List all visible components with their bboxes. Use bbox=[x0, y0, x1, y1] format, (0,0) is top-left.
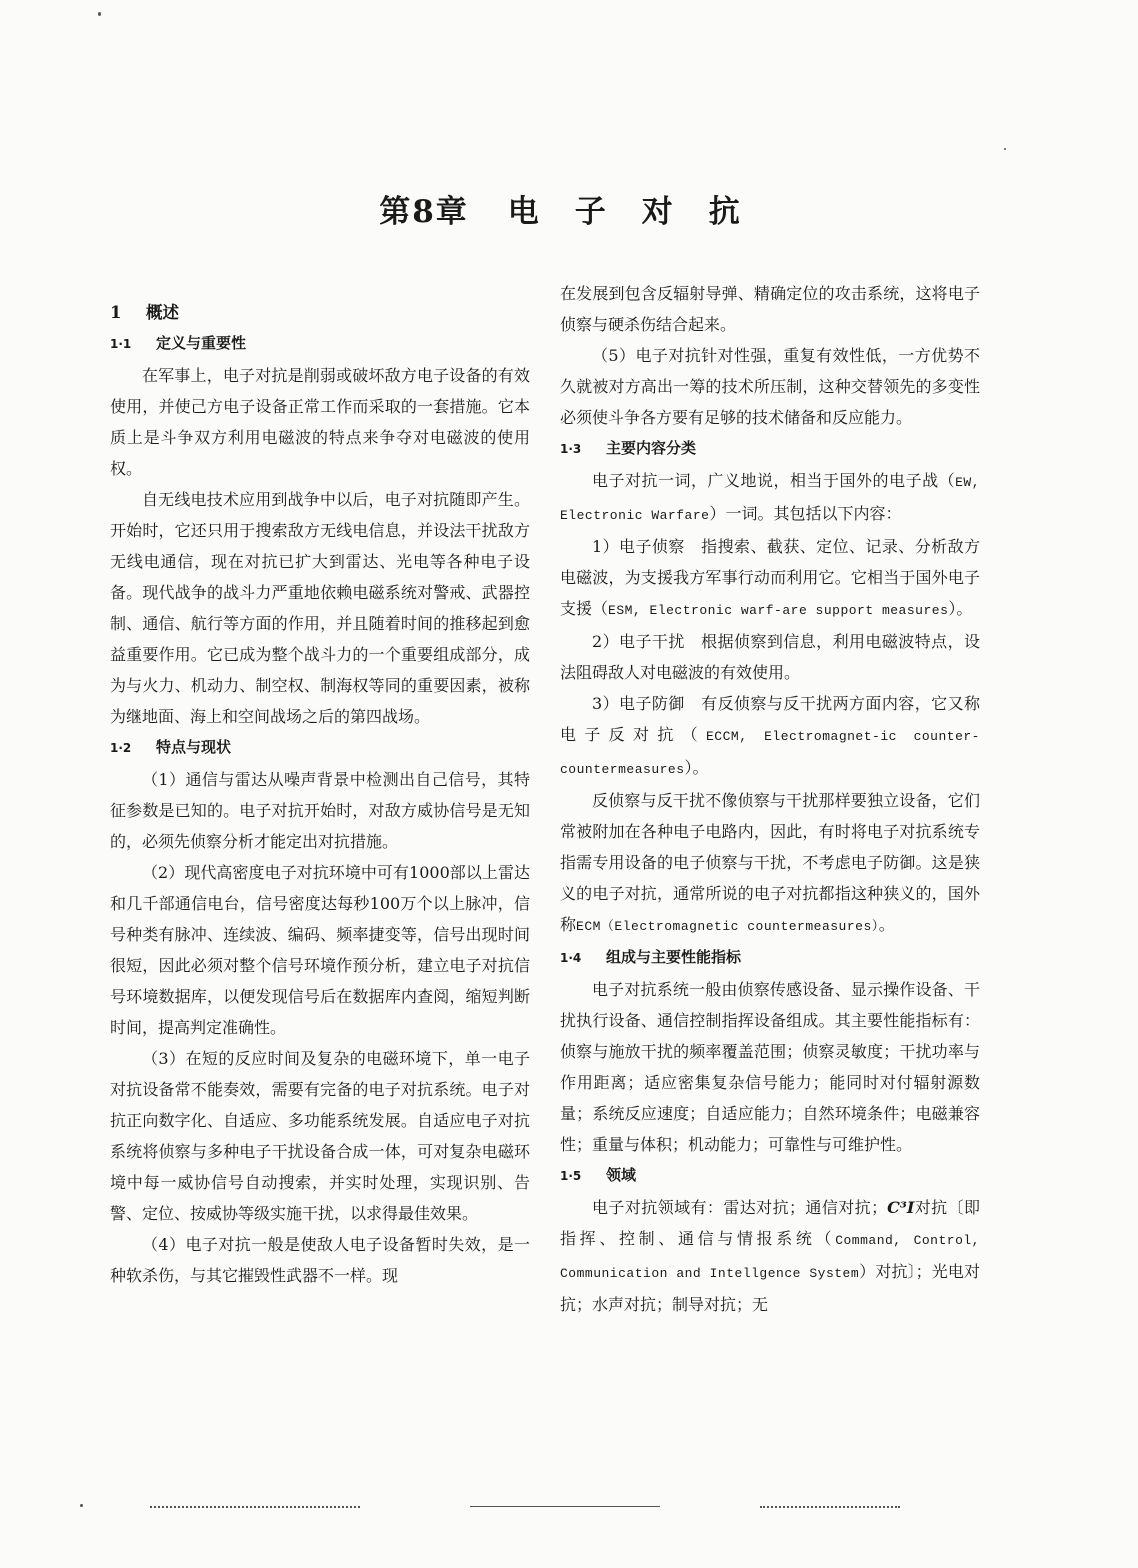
latin-term: Command, Control, Communication and Intellgence System bbox=[560, 1233, 980, 1281]
subsection-heading: 1·3 主要内容分类 bbox=[560, 439, 697, 457]
latin-term: EW, Electronic Warfare bbox=[560, 475, 980, 523]
paragraph: 电子对抗领域有：雷达对抗；通信对抗；C³I对抗〔即指挥、控制、通信与情报系统（Command, Control, Communication and Intellgence System）对抗〕；光电对抗；水声对抗；制导对抗；无 bbox=[560, 1198, 980, 1314]
paragraph: 自无线电技术应用到战争中以后，电子对抗随即产生。开始时，它还只用于搜索敌方无线电信息，并设法干扰敌方无线电通信，现在对抗已扩大到雷达、光电等各种电子设备。现代战争的战斗力严重地依赖电磁系统对警戒、武器控制、通信、航行等方面的作用，并且随着时间的推移起到愈益重要作用。它已成为整个战斗力的一个重要组成部分，成为与火力、机动力、制空权、制海权等同的重要因素，被称为继地面、海上和空间战场之后的第四战场。 bbox=[110, 490, 530, 726]
chapter-title-char: 对 bbox=[641, 194, 675, 230]
paragraph: 2）电子干扰 根据侦察到信息，利用电磁波特点，设法阻碍敌人对电磁波的有效使用。 bbox=[560, 632, 980, 682]
paragraph: 反侦察与反干扰不像侦察与干扰那样要独立设备，它们常被附加在各种电子电路内，因此，有时将电子对抗系统专指需专用设备的电子侦察与干扰，不考虑电子防御。这是狭义的电子对抗，通常所说的电子对抗都指这种狭义的，国外称ECM（Electromagnetic countermeasures）。 bbox=[560, 791, 980, 934]
subsection-heading: 1·4 组成与主要性能指标 bbox=[560, 948, 742, 966]
paragraph: （2）现代高密度电子对抗环境中可有1000部以上雷达和几千部通信电台，信号密度达每秒100万个以上脉冲，信号种类有脉冲、连续波、编码、频率捷变等，信号出现时间很短，因此必须对整个信号环境作预分析，建立电子对抗信号环境数据库，以便发现信号后在数据库内查阅，缩短判断时间，提高判定准确性。 bbox=[110, 863, 530, 1037]
chapter-title-char: 电 bbox=[507, 194, 541, 230]
subsection-heading: 1·5 领域 bbox=[560, 1166, 637, 1184]
chapter-number: 第8章 bbox=[379, 194, 469, 230]
paragraph: （1）通信与雷达从噪声背景中检测出自己信号，其特征参数是已知的。电子对抗开始时，对敌方威协信号是无知的，必须先侦察分析才能定出对抗措施。 bbox=[110, 770, 530, 851]
paragraph: 在军事上，电子对抗是削弱或破坏敌方电子设备的有效使用，并使己方电子设备正常工作而采取的一套措施。它本质上是斗争双方利用电磁波的特点来争夺对电磁波的使用权。 bbox=[110, 366, 530, 478]
right-column bbox=[560, 278, 980, 1320]
chapter-title bbox=[0, 186, 1138, 231]
paragraph: （3）在短的反应时间及复杂的电磁环境下，单一电子对抗设备常不能奏效，需要有完备的电子对抗系统。电子对抗正向数字化、自适应、多功能系统发展。自适应电子对抗系统将侦察与多种电子干扰设备合成一体，可对复杂电磁环境中每一威协信号自动搜索，并实时处理，实现识别、告警、定位、按威协等级实施干扰，以求得最佳效果。 bbox=[110, 1049, 530, 1223]
paragraph: 电子对抗一词，广义地说，相当于国外的电子战（EW, Electronic Warfare）一词。其包括以下内容： bbox=[560, 471, 980, 523]
footer-rule bbox=[150, 1506, 360, 1508]
c3i-term: C³I bbox=[887, 1198, 915, 1217]
footer-rule bbox=[760, 1506, 900, 1508]
latin-term: ESM, Electronic warf-are support measures bbox=[608, 603, 949, 618]
latin-term: ECM bbox=[576, 919, 601, 934]
paragraph: （4）电子对抗一般是使敌人电子设备暂时失效，是一种软杀伤，与其它摧毁性武器不一样。现 bbox=[110, 1235, 530, 1285]
footer-rule bbox=[470, 1506, 660, 1507]
latin-term: ECCM, Electromagnet-ic counter-countermeasures bbox=[560, 729, 980, 777]
chapter-title-char: 抗 bbox=[708, 194, 742, 230]
subsection-heading: 1·1 定义与重要性 bbox=[110, 334, 247, 352]
section-heading: 1 概述 bbox=[110, 303, 179, 322]
scan-speck bbox=[1004, 148, 1006, 150]
subsection-heading: 1·2 特点与现状 bbox=[110, 738, 232, 756]
paragraph: 3）电子防御 有反侦察与反干扰两方面内容，它又称电子反对抗（ECCM, Electromagnet-ic counter-countermeasures）。 bbox=[560, 694, 980, 777]
scan-speck bbox=[98, 12, 101, 16]
paragraph: （5）电子对抗针对性强，重复有效性低，一方优势不久就被对方高出一筹的技术所压制，这种交替领先的多变性必须使斗争各方要有足够的技术储备和反应能力。 bbox=[560, 346, 980, 427]
latin-term: （Electromagnetic countermeasures） bbox=[600, 919, 879, 934]
left-column bbox=[110, 297, 530, 1291]
paragraph-continued: 在发展到包含反辐射导弹、精确定位的攻击系统，这将电子侦察与硬杀伤结合起来。 bbox=[560, 284, 980, 334]
scan-speck bbox=[80, 1504, 83, 1507]
paragraph: 1）电子侦察 指搜索、截获、定位、记录、分析敌方电磁波，为支援我方军事行动而利用它。它相当于国外电子支援（ESM, Electronic warf-are support measures）。 bbox=[560, 537, 980, 618]
paragraph: 电子对抗系统一般由侦察传感设备、显示操作设备、干扰执行设备、通信控制指挥设备组成。其主要性能指标有：侦察与施放干扰的频率覆盖范围；侦察灵敏度；干扰功率与作用距离；适应密集复杂信号能力；能同时对付辐射源数量；系统反应速度；自适应能力；自然环境条件；电磁兼容性；重量与体积；机动能力；可靠性与可维护性。 bbox=[560, 980, 980, 1154]
chapter-title-char: 子 bbox=[574, 194, 608, 230]
